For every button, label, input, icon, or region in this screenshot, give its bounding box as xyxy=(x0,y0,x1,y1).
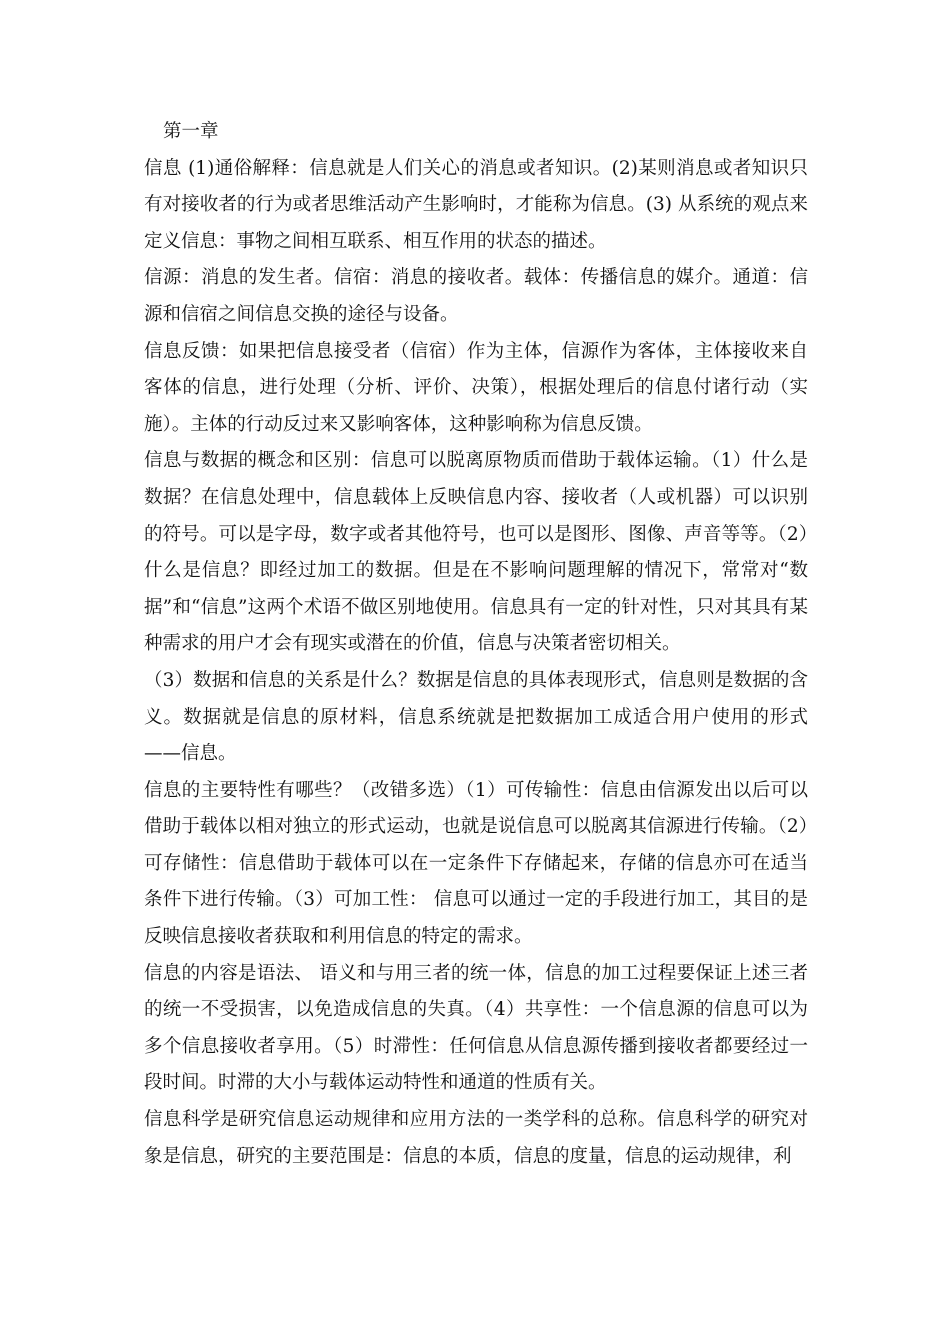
chapter-heading: 第一章 xyxy=(163,121,219,142)
paragraph-main-properties: 信息的主要特性有哪些？（改错多选）（1）可传输性：信息由信源发出以后可以借助于载体以相对独立的形式运动，也就是说信息可以脱离其信源进行传输。（2）可存储性：信息借助于载体可以在一定条件下存储起来，存储的信息亦可在适当条件下进行传输。（3）可加工性： 信息可以通过一定的手段进行加工，其目的是反映信息接收者获取和利用信息的特定的需求。 xyxy=(144,779,808,948)
document-body xyxy=(144,114,808,1175)
paragraph-data-info-relation: （3）数据和信息的关系是什么？数据是信息的具体表现形式，信息则是数据的含义。数据就是信息的原材料，信息系统就是把数据加工成适合用户使用的形式——信息。 xyxy=(144,669,808,765)
paragraph-info-vs-data: 信息与数据的概念和区别：信息可以脱离原物质而借助于载体运输。（1）什么是数据？在信息处理中，信息载体上反映信息内容、接收者（人或机器）可以识别的符号。可以是字母，数字或者其他符号，也可以是图形、图像、声音等等。（2）什么是信息？即经过加工的数据。但是在不影响问题理解的情况下，常常对“数据”和“信息”这两个术语不做区别地使用。信息具有一定的针对性，只对其具有某种需求的用户才会有现实或潜在的价值，信息与决策者密切相关。 xyxy=(144,450,808,655)
paragraph-content-properties: 信息的内容是语法、 语义和与用三者的统一体，信息的加工过程要保证上述三者的统一不受损害，以免造成信息的失真。（4）共享性：一个信息源的信息可以为多个信息接收者享用。（5）时滞性：任何信息从信息源传播到接收者都要经过一段时间。时滞的大小与载体运动特性和通道的性质有关。 xyxy=(144,962,808,1094)
paragraph-information-definition: 信息 (1)通俗解释：信息就是人们关心的消息或者知识。(2)某则消息或者知识只有对接收者的行为或者思维活动产生影响时，才能称为信息。(3) 从系统的观点来定义信息：事物之间相互联系、相互作用的状态的描述。 xyxy=(144,157,808,252)
paragraph-feedback: 信息反馈：如果把信息接受者（信宿）作为主体，信源作为客体，主体接收来自客体的信息，进行处理（分析、评价、决策），根据处理后的信息付诸行动（实施）。主体的行动反过来又影响客体，这种影响称为信息反馈。 xyxy=(144,340,808,435)
paragraph-source-sink: 信源：消息的发生者。信宿：消息的接收者。载体：传播信息的媒介。通道：信源和信宿之间信息交换的途径与设备。 xyxy=(144,267,808,325)
paragraph-information-science: 信息科学是研究信息运动规律和应用方法的一类学科的总称。信息科学的研究对象是信息，研究的主要范围是：信息的本质，信息的度量，信息的运动规律，利 xyxy=(144,1109,808,1167)
